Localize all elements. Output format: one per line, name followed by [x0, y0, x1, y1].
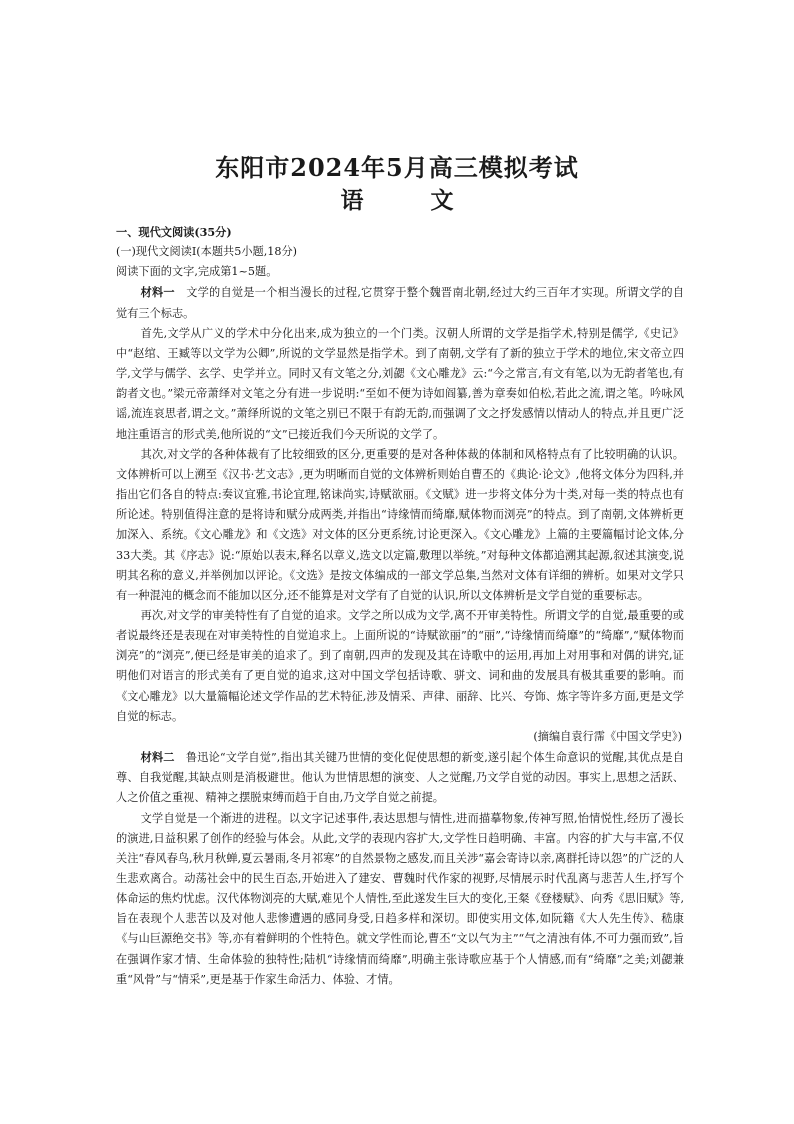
material2-label: 材料二 [140, 750, 175, 765]
material1-paragraph: 首先,文学从广义的学术中分化出来,成为独立的一个门类。汉朝人所谓的文学是指学术,特别是儒学,《史记》中“赵绾、王臧等以文学为公卿”,所说的文学显然是指学术。到了南朝,文学有了新的独立于学术的地位,宋文帝立四学,文学与儒学、玄学、史学并立。同时又有文笔之分,刘勰《文心雕龙》云:“今之常言,有文有笔,以为无韵者笔也,有韵者文也。”梁元帝萧绎对文笔之分有进一步说明:“至如不便为诗如阎纂,善为章奏如伯松,若此之流,谓之笔。吟咏风谣,流连哀思者,谓之文。”萧绎所说的文笔之别已不限于有韵无韵,而强调了文之抒发感情以情动人的特点,并且更广泛地注重语言的形式美,他所说的“文”已接近我们今天所说的文学了。 [116, 326, 684, 441]
instruction: 阅读下面的文字,完成第1~5题。 [116, 265, 278, 279]
material2-paragraph [116, 747, 684, 808]
subsection-heading: (一)现代文阅读Ⅰ(本题共5小题,18分) [116, 245, 298, 259]
material1-paragraph [116, 282, 684, 323]
material1-source: (摘编自袁行霈《中国文学史》) [533, 729, 682, 743]
paragraph-text: 文学的自觉是一个相当漫长的过程,它贯穿于整个魏晋南北朝,经过大约三百年才实现。所谓文学的自觉有三个标志。 [116, 286, 684, 320]
section-heading: 一、现代文阅读(35分) [116, 225, 232, 239]
exam-subject: 语 文 [340, 187, 476, 214]
exam-body [116, 222, 684, 990]
material1-label: 材料一 [140, 285, 175, 300]
material1-paragraph: 再次,对文学的审美特性有了自觉的追求。文学之所以成为文学,离不开审美特性。所谓文学的自觉,最重要的或者说最终还是表现在对审美特性的自觉追求上。上面所说的“诗赋欲丽”的“丽”,“诗缘情而绮靡”的“绮靡”,“赋体物而浏亮”的“浏亮”,便已经是审美的追求了。到了南朝,四声的发现及其在诗歌中的运用,再加上对用事和对偶的讲究,证明他们对语言的形式美有了更自觉的追求,这对中国文学包括诗歌、骈文、词和曲的发展具有极其重要的影响。而《文心雕龙》以大量篇幅论述文学作品的艺术特征,涉及情采、声律、丽辞、比兴、夸饰、炼字等许多方面,更是文学自觉的标志。 [116, 608, 684, 723]
exam-title: 东阳市2024年5月高三模拟考试 [215, 153, 579, 182]
material1-paragraph: 其次,对文学的各种体裁有了比较细致的区分,更重要的是对各种体裁的体制和风格特点有了比较明确的认识。文体辨析可以上溯至《汉书·艺文志》,更为明晰而自觉的文体辨析则始自曹丕的《典论·论文》,他将文体分为四科,并指出它们各自的特点:奏议宜雅,书论宜理,铭诔尚实,诗赋欲丽。《文赋》进一步将文体分为十类,对每一类的特点也有所论述。特别值得注意的是将诗和赋分成两类,并指出“诗缘情而绮靡,赋体物而浏亮”的特点。到了南朝,文体辨析更加深入、系统。《文心雕龙》和《文选》对文体的区分更系统,讨论更深入。《文心雕龙》上篇的主要篇幅讨论文体,分33大类。其《序志》说:“原始以表末,释名以章义,选文以定篇,敷理以举统。”对每种文体都追溯其起源,叙述其演变,说明其名称的意义,并举例加以评论。《文选》是按文体编成的一部文学总集,当然对文体有详细的辨析。如果对文学只有一种混沌的概念而不能加以区分,还不能算是对文学有了自觉的认识,所以文体辨析是文学自觉的重要标志。 [116, 447, 684, 602]
material2-paragraph: 文学自觉是一个渐进的进程。以文字记述事件,表达思想与情性,进而描摹物象,传神写照,怡情悦性,经历了漫长的演进,日益积累了创作的经验与体会。从此,文学的表现内容扩大,文学性日趋明确、丰富。内容的扩大与丰富,不仅关注“春风春鸟,秋月秋蝉,夏云暑雨,冬月祁寒”的自然景物之感发,而且关涉“嘉会寄诗以亲,离群托诗以怨”的广泛的人生悲欢离合。动荡社会中的民生百态,开始进入了建安、曹魏时代作家的视野,尽情展示时代乱离与悲苦人生,抒写个体命运的焦灼忧虑。汉代体物浏亮的大赋,难见个人情性,至此遂发生巨大的变化,王粲《登楼赋》、向秀《思旧赋》等,旨在表现个人悲苦以及对他人悲惨遭遇的感同身受,日趋多样和深切。即使实用文体,如阮籍《大人先生传》、嵇康《与山巨源绝交书》等,亦有着鲜明的个性特色。就文学性而论,曹丕“文以气为主”“气之清浊有体,不可力强而致”,旨在强调作家才情、生命体验的独特性;陆机“诗缘情而绮靡”,明确主张诗歌应基于个人情感,而有“绮靡”之美;刘勰兼重“风骨”与“情采”,更是基于作家生命活力、体验、才情。 [116, 811, 685, 986]
paragraph-text: 鲁迅论“文学自觉”,指出其关键乃世情的变化促使思想的新变,遂引起个体生命意识的觉醒,其优点是自尊、自我觉醒,其缺点则是消极避世。他认为世情思想的演变、人之觉醒,乃文学自觉的动因。事实上,思想之活跃、人之价值之重视、精神之摆脱束缚而趋于自由,乃文学自觉之前提。 [116, 751, 684, 805]
